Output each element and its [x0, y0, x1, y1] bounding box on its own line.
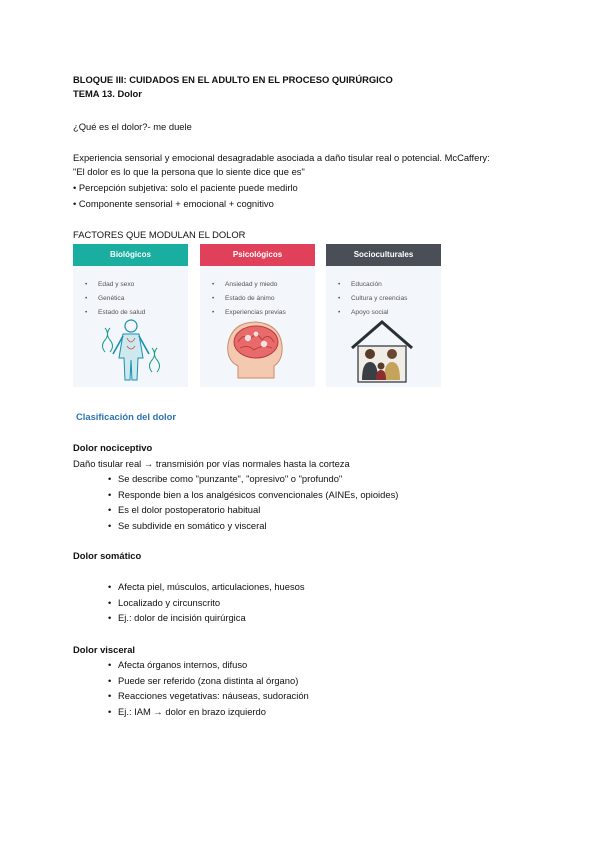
visceral-bullet: • Ej.: IAM → dolor en brazo izquierdo: [108, 706, 266, 717]
intro-question: ¿Qué es el dolor?- me duele: [73, 121, 192, 132]
card-title: Biológicos: [73, 244, 188, 266]
factor-card-biologicos: [73, 244, 188, 387]
head-brain-icon: [220, 318, 292, 384]
somatico-bullet: • Ej.: dolor de incisión quirúrgica: [108, 612, 246, 623]
list-item: • Estado de ánimo: [212, 295, 275, 302]
list-item: • Experiencias previas: [212, 309, 286, 316]
nociceptivo-title: Dolor nociceptivo: [73, 442, 153, 453]
intro-bullet-text: Percepción subjetiva: solo el paciente puede medirlo: [78, 182, 298, 193]
intro-definition: Experiencia sensorial y emocional desagradable asociada a daño tisular real o potencial. McCaffery:: [73, 152, 490, 163]
family-house-icon: [348, 318, 416, 384]
visceral-title: Dolor visceral: [73, 644, 136, 655]
visceral-bullet: • Afecta órganos internos, difuso: [108, 659, 248, 670]
list-item: • Apoyo social: [338, 309, 389, 316]
card-list: [338, 278, 407, 320]
card-list: [212, 278, 286, 320]
list-item: • Cultura y creencias: [338, 295, 408, 302]
factors-heading: FACTORES QUE MODULAN EL DOLOR: [73, 229, 246, 240]
visceral-bullet: • Reacciones vegetativas: náuseas, sudoración: [108, 690, 309, 701]
nociceptivo-bullet: • Es el dolor postoperatorio habitual: [108, 504, 261, 515]
nociceptivo-bullet: • Se subdivide en somático y visceral: [108, 520, 267, 531]
list-item: • Ansiedad y miedo: [212, 281, 278, 288]
factor-card-psicologicos: [200, 244, 315, 387]
nociceptivo-bullet: • Se describe como "punzante", "opresivo" o "profundo": [108, 473, 343, 484]
human-body-dna-icon: [101, 318, 161, 384]
tema-title: TEMA 13. Dolor: [73, 88, 142, 99]
intro-bullet: • Componente sensorial + emocional + cognitivo: [73, 198, 274, 209]
intro-bullet: • Percepción subjetiva: solo el paciente puede medirlo: [73, 182, 298, 193]
classification-heading: Clasificación del dolor: [76, 411, 177, 422]
bloque-title: BLOQUE III: CUIDADOS EN EL ADULTO EN EL PROCESO QUIRÚRGICO: [73, 74, 393, 85]
list-item: • Educación: [338, 281, 382, 288]
list-item: • Estado de salud: [85, 309, 146, 316]
intro-quote: "El dolor es lo que la persona que lo siente dice que es": [73, 166, 305, 177]
nociceptivo-desc: Daño tisular real → transmisión por vías normales hasta la corteza: [73, 458, 350, 469]
card-title: Psicológicos: [200, 244, 315, 266]
somatico-bullet: • Localizado y circunscrito: [108, 597, 221, 608]
list-item: • Edad y sexo: [85, 281, 135, 288]
visceral-bullet: • Puede ser referido (zona distinta al órgano): [108, 675, 299, 686]
somatico-bullet: • Afecta piel, músculos, articulaciones, huesos: [108, 581, 305, 592]
list-item: • Genética: [85, 295, 125, 302]
somatico-title: Dolor somático: [73, 550, 142, 561]
intro-bullet-text: Componente sensorial + emocional + cognitivo: [78, 198, 274, 209]
factor-card-socioculturales: [326, 244, 441, 387]
card-title: Socioculturales: [326, 244, 441, 266]
nociceptivo-bullet: • Responde bien a los analgésicos convencionales (AINEs, opioides): [108, 489, 399, 500]
card-list: [85, 278, 145, 320]
